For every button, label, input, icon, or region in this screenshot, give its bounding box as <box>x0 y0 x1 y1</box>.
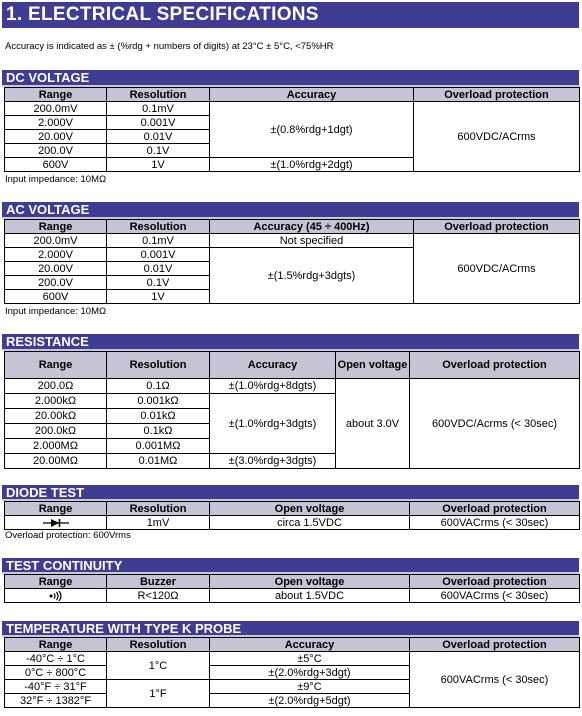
dc-range: 20.00V <box>5 130 107 144</box>
col-range: Range <box>5 88 107 102</box>
col-resolution: Resolution <box>107 638 210 652</box>
dc-voltage-header: DC VOLTAGE <box>2 70 579 87</box>
cont-overload: 600VACrms (< 30sec) <box>410 589 580 603</box>
diode-overload: 600VACrms (< 30sec) <box>410 516 580 530</box>
col-overload: Overload protection <box>410 502 580 516</box>
res-range: 2.000kΩ <box>5 394 107 409</box>
col-accuracy: Accuracy <box>210 638 410 652</box>
dc-resolution: 0.1mV <box>107 102 210 116</box>
temp-accuracy: ±5°C <box>210 652 410 666</box>
diode-range <box>5 516 107 530</box>
temp-range: 32°F ÷ 1382°F <box>5 694 107 708</box>
dc-overload: 600VDC/ACrms <box>414 102 580 172</box>
col-open-voltage: Open voltage <box>210 575 410 589</box>
res-resolution: 0.01kΩ <box>107 409 210 424</box>
res-resolution: 0.1Ω <box>107 379 210 394</box>
col-range: Range <box>5 638 107 652</box>
res-resolution: 0.001MΩ <box>107 439 210 454</box>
res-resolution: 0.1kΩ <box>107 424 210 439</box>
ac-range: 600V <box>5 290 107 304</box>
resistance-table <box>4 351 580 469</box>
dc-accuracy: ±(0.8%rdg+1dgt) <box>210 102 414 158</box>
cont-open-voltage: about 1.5VDC <box>210 589 410 603</box>
col-open-voltage: Open voltage <box>210 502 410 516</box>
col-range: Range <box>5 352 107 379</box>
res-range: 20.00MΩ <box>5 454 107 469</box>
diode-test-table <box>4 501 580 530</box>
diode-overload-note: Overload protection: 600Vrms <box>5 530 131 541</box>
dc-resolution: 1V <box>107 158 210 172</box>
ac-voltage-table <box>4 219 580 304</box>
dc-resolution: 0.001V <box>107 116 210 130</box>
dc-range: 2.000V <box>5 116 107 130</box>
res-accuracy: ±(1.0%rdg+3dgts) <box>210 394 336 454</box>
col-open-voltage: Open voltage <box>336 352 410 379</box>
res-range: 20.00kΩ <box>5 409 107 424</box>
col-overload: Overload protection <box>410 352 580 379</box>
ac-impedance-note: Input impedance: 10MΩ <box>5 306 107 317</box>
dc-range: 200.0V <box>5 144 107 158</box>
res-range: 200.0Ω <box>5 379 107 394</box>
cont-buzzer: R<120Ω <box>107 589 210 603</box>
col-overload: Overload protection <box>414 220 580 234</box>
col-overload: Overload protection <box>414 88 580 102</box>
col-overload: Overload protection <box>410 638 580 652</box>
ac-range: 200.0V <box>5 276 107 290</box>
temp-resolution-c: 1°C <box>107 652 210 680</box>
temperature-header: TEMPERATURE WITH TYPE K PROBE <box>2 621 579 637</box>
continuity-table <box>4 574 580 603</box>
temp-range: -40°F ÷ 31°F <box>5 680 107 694</box>
ac-range: 200.0mV <box>5 234 107 248</box>
res-accuracy: ±(1.0%rdg+8dgts) <box>210 379 336 394</box>
col-resolution: Resolution <box>107 88 210 102</box>
dc-resolution: 0.01V <box>107 130 210 144</box>
dc-voltage-table <box>4 87 580 172</box>
temp-accuracy: ±9°C <box>210 680 410 694</box>
res-overload: 600VDC/Acrms (< 30sec) <box>410 379 580 469</box>
continuity-header: TEST CONTINUITY <box>2 558 579 574</box>
res-resolution: 0.01MΩ <box>107 454 210 469</box>
temp-range: -40°C ÷ 1°C <box>5 652 107 666</box>
col-buzzer: Buzzer <box>107 575 210 589</box>
resistance-header: RESISTANCE <box>2 334 579 351</box>
col-accuracy: Accuracy <box>210 88 414 102</box>
col-resolution: Resolution <box>107 352 210 379</box>
accuracy-note: Accuracy is indicated as ± (%rdg + numbers of digits) at 23°C ± 5°C, <75%HR <box>5 41 334 52</box>
ac-accuracy: Not specified <box>210 234 414 248</box>
cont-range <box>5 589 107 603</box>
temp-range: 0°C ÷ 800°C <box>5 666 107 680</box>
res-open-voltage: about 3.0V <box>336 379 410 469</box>
ac-accuracy: ±(1.5%rdg+3dgts) <box>210 248 414 304</box>
col-accuracy: Accuracy (45 ÷ 400Hz) <box>210 220 414 234</box>
temp-resolution-f: 1°F <box>107 680 210 708</box>
col-range: Range <box>5 220 107 234</box>
ac-range: 20.00V <box>5 262 107 276</box>
diode-icon <box>43 518 69 528</box>
col-resolution: Resolution <box>107 220 210 234</box>
res-accuracy: ±(3.0%rdg+3dgts) <box>210 454 336 469</box>
dc-range: 600V <box>5 158 107 172</box>
col-range: Range <box>5 575 107 589</box>
dc-accuracy: ±(1.0%rdg+2dgt) <box>210 158 414 172</box>
temp-accuracy: ±(2.0%rdg+3dgt) <box>210 666 410 680</box>
col-overload: Overload protection <box>410 575 580 589</box>
dc-range: 200.0mV <box>5 102 107 116</box>
res-range: 200.0kΩ <box>5 424 107 439</box>
ac-resolution: 0.001V <box>107 248 210 262</box>
diode-test-header: DIODE TEST <box>2 485 579 501</box>
page-title: 1. ELECTRICAL SPECIFICATIONS <box>2 2 579 28</box>
col-accuracy: Accuracy <box>210 352 336 379</box>
temp-accuracy: ±(2.0%rdg+5dgt) <box>210 694 410 708</box>
res-range: 2.000MΩ <box>5 439 107 454</box>
ac-resolution: 0.1V <box>107 276 210 290</box>
diode-open-voltage: circa 1.5VDC <box>210 516 410 530</box>
ac-resolution: 0.1mV <box>107 234 210 248</box>
temp-overload: 600VACrms (< 30sec) <box>410 652 580 708</box>
buzzer-icon <box>48 591 64 601</box>
col-resolution: Resolution <box>107 502 210 516</box>
dc-resolution: 0.1V <box>107 144 210 158</box>
col-range: Range <box>5 502 107 516</box>
ac-voltage-header: AC VOLTAGE <box>2 202 579 219</box>
diode-resolution: 1mV <box>107 516 210 530</box>
res-resolution: 0.001kΩ <box>107 394 210 409</box>
temperature-table <box>4 637 580 708</box>
ac-resolution: 0.01V <box>107 262 210 276</box>
ac-overload: 600VDC/ACrms <box>414 234 580 304</box>
ac-range: 2.000V <box>5 248 107 262</box>
dc-impedance-note: Input impedance: 10MΩ <box>5 174 107 185</box>
ac-resolution: 1V <box>107 290 210 304</box>
